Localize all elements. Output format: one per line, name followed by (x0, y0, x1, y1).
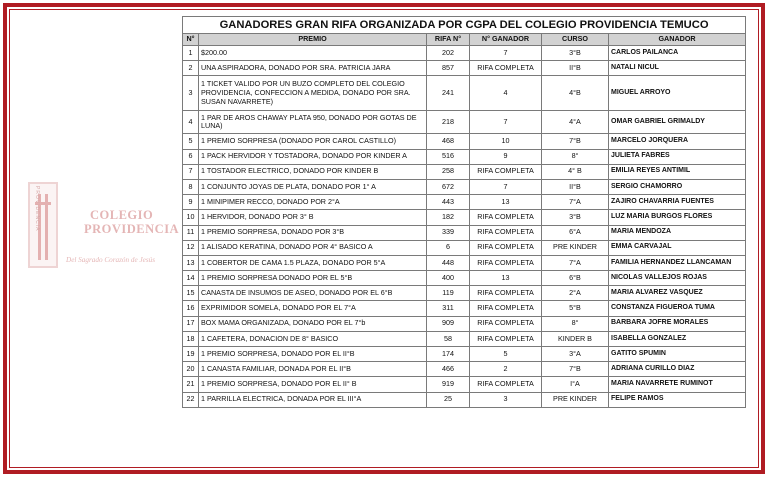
table-header-row (183, 34, 746, 46)
row-winning-number: RIFA COMPLETA (470, 301, 542, 316)
row-winning-number: 13 (470, 195, 542, 210)
row-winning-number: 10 (470, 134, 542, 149)
row-winner: EMMA CARVAJAL (609, 240, 746, 255)
table-row (183, 255, 746, 270)
row-winning-number: 3 (470, 392, 542, 407)
row-winner: BARBARA JOFRE MORALES (609, 316, 746, 331)
row-winning-number: 7 (470, 111, 542, 134)
row-prize: 1 PREMIO SORPRESA, DONADO POR EL II°B (199, 347, 427, 362)
row-winner: FELIPE RAMOS (609, 392, 746, 407)
row-winner: OMAR GABRIEL GRIMALDY (609, 111, 746, 134)
row-number: 4 (183, 111, 199, 134)
row-raffle-number: 182 (427, 210, 470, 225)
table-row (183, 362, 746, 377)
table-row (183, 111, 746, 134)
row-course: 8° (542, 149, 609, 164)
row-number: 20 (183, 362, 199, 377)
crest-icon (28, 182, 58, 268)
row-number: 19 (183, 347, 199, 362)
row-prize: $200.00 (199, 46, 427, 61)
row-course: 7°B (542, 134, 609, 149)
row-winning-number: RIFA COMPLETA (470, 164, 542, 179)
table-row (183, 225, 746, 240)
row-number: 9 (183, 195, 199, 210)
row-winning-number: RIFA COMPLETA (470, 240, 542, 255)
table-row (183, 331, 746, 346)
table-row (183, 61, 746, 76)
table-row (183, 392, 746, 407)
row-raffle-number: 448 (427, 255, 470, 270)
header-course: CURSO (542, 34, 609, 46)
row-course: 4°A (542, 111, 609, 134)
row-raffle-number: 174 (427, 347, 470, 362)
row-winning-number: 13 (470, 271, 542, 286)
logo-line-2: PROVIDENCIA (84, 222, 180, 236)
row-winning-number: RIFA COMPLETA (470, 331, 542, 346)
row-prize: 1 PREMIO SORPRESA, DONADO POR EL II° B (199, 377, 427, 392)
row-winning-number: 9 (470, 149, 542, 164)
row-winner: MIGUEL ARROYO (609, 76, 746, 111)
row-course: KINDER B (542, 331, 609, 346)
row-raffle-number: 909 (427, 316, 470, 331)
row-number: 16 (183, 301, 199, 316)
row-raffle-number: 258 (427, 164, 470, 179)
row-raffle-number: 400 (427, 271, 470, 286)
row-course: 4° B (542, 164, 609, 179)
row-winner: EMILIA REYES ANTIMIL (609, 164, 746, 179)
winners-table (182, 16, 746, 408)
row-number: 10 (183, 210, 199, 225)
row-winning-number: 4 (470, 76, 542, 111)
row-winner: ZAJIRO CHAVARRIA FUENTES (609, 195, 746, 210)
table-row (183, 179, 746, 194)
row-number: 15 (183, 286, 199, 301)
header-number: N° (183, 34, 199, 46)
row-raffle-number: 919 (427, 377, 470, 392)
row-winning-number: RIFA COMPLETA (470, 286, 542, 301)
row-winning-number: RIFA COMPLETA (470, 210, 542, 225)
row-winner: NATALI NICUL (609, 61, 746, 76)
row-number: 8 (183, 179, 199, 194)
row-winning-number: 7 (470, 46, 542, 61)
row-raffle-number: 466 (427, 362, 470, 377)
row-winner: FAMILIA HERNANDEZ LLANCAMAN (609, 255, 746, 270)
row-number: 2 (183, 61, 199, 76)
row-prize: BOX MAMA ORGANIZADA, DONADO POR EL 7°b (199, 316, 427, 331)
row-winning-number: RIFA COMPLETA (470, 316, 542, 331)
row-winner: MARCELO JORQUERA (609, 134, 746, 149)
row-prize: 1 HERVIDOR, DONADO POR 3° B (199, 210, 427, 225)
table-row (183, 76, 746, 111)
row-winner: CARLOS PAILANCA (609, 46, 746, 61)
header-winning-number: N° GANADOR (470, 34, 542, 46)
row-prize: EXPRIMIDOR SOMELA, DONADO POR EL 7°A (199, 301, 427, 316)
row-course: 6°A (542, 225, 609, 240)
row-course: 3°B (542, 46, 609, 61)
table-row (183, 149, 746, 164)
row-raffle-number: 202 (427, 46, 470, 61)
row-raffle-number: 339 (427, 225, 470, 240)
table-row (183, 210, 746, 225)
row-winner: GATITO SPUMIN (609, 347, 746, 362)
row-winning-number: RIFA COMPLETA (470, 377, 542, 392)
table-row (183, 240, 746, 255)
row-prize: 1 TICKET VALIDO POR UN BUZO COMPLETO DEL COLEGIO PROVIDENCIA, CONFECCION A MEDIDA, DONADO POR SRA. SUSAN NAVARRETE) (199, 76, 427, 111)
row-prize: CANASTA DE INSUMOS DE ASEO, DONADO POR EL 6°B (199, 286, 427, 301)
header-winner: GANADOR (609, 34, 746, 46)
table-row (183, 316, 746, 331)
row-number: 11 (183, 225, 199, 240)
row-number: 18 (183, 331, 199, 346)
row-winner: ISABELLA GONZALEZ (609, 331, 746, 346)
row-prize: UNA ASPIRADORA, DONADO POR SRA. PATRICIA JARA (199, 61, 427, 76)
logo-line-1: COLEGIO (90, 208, 154, 222)
row-prize: 1 TOSTADOR ELECTRICO, DONADO POR KINDER B (199, 164, 427, 179)
logo-vertical-text: PROVIDENCIA (34, 186, 40, 232)
row-course: PRE KINDER (542, 392, 609, 407)
row-prize: 1 CAFETERA, DONACION DE 8° BASICO (199, 331, 427, 346)
row-prize: 1 ALISADO KERATINA, DONADO POR 4° BASICO A (199, 240, 427, 255)
row-course: PRE KINDER (542, 240, 609, 255)
row-prize: 1 PREMIO SORPRESA DONADO POR EL 5°B (199, 271, 427, 286)
row-number: 17 (183, 316, 199, 331)
row-prize: 1 PARRILLA ELECTRICA, DONADA POR EL III°A (199, 392, 427, 407)
row-winning-number: RIFA COMPLETA (470, 225, 542, 240)
row-raffle-number: 241 (427, 76, 470, 111)
row-winner: JULIETA FABRES (609, 149, 746, 164)
school-logo (24, 180, 180, 270)
row-raffle-number: 25 (427, 392, 470, 407)
row-winning-number: 2 (470, 362, 542, 377)
table-body (183, 46, 746, 408)
row-winning-number: RIFA COMPLETA (470, 61, 542, 76)
row-raffle-number: 857 (427, 61, 470, 76)
row-prize: 1 CANASTA FAMILIAR, DONADA POR EL II°B (199, 362, 427, 377)
row-raffle-number: 6 (427, 240, 470, 255)
row-course: II°B (542, 61, 609, 76)
row-raffle-number: 516 (427, 149, 470, 164)
row-prize: 1 CONJUNTO JOYAS DE PLATA, DONADO POR 1° A (199, 179, 427, 194)
row-course: 3°A (542, 347, 609, 362)
row-winner: SERGIO CHAMORRO (609, 179, 746, 194)
row-prize: 1 PREMIO SORPRESA (DONADO POR CAROL CASTILLO) (199, 134, 427, 149)
row-number: 12 (183, 240, 199, 255)
row-raffle-number: 311 (427, 301, 470, 316)
table-row (183, 46, 746, 61)
row-number: 1 (183, 46, 199, 61)
row-raffle-number: 443 (427, 195, 470, 210)
row-winner: CONSTANZA FIGUEROA TUMA (609, 301, 746, 316)
table-row (183, 164, 746, 179)
table-row (183, 377, 746, 392)
row-course: II°B (542, 179, 609, 194)
row-course: 4°B (542, 76, 609, 111)
table-row (183, 347, 746, 362)
row-raffle-number: 672 (427, 179, 470, 194)
row-winner: ADRIANA CURILLO DIAZ (609, 362, 746, 377)
row-course: 7°B (542, 362, 609, 377)
header-prize: PREMIO (199, 34, 427, 46)
row-winner: MARIA ALVAREZ VASQUEZ (609, 286, 746, 301)
row-prize: 1 COBERTOR DE CAMA 1.5 PLAZA, DONADO POR 5°A (199, 255, 427, 270)
row-number: 13 (183, 255, 199, 270)
row-number: 5 (183, 134, 199, 149)
row-winner: NICOLAS VALLEJOS ROJAS (609, 271, 746, 286)
table-row (183, 195, 746, 210)
row-raffle-number: 218 (427, 111, 470, 134)
table-row (183, 301, 746, 316)
row-course: 7°A (542, 255, 609, 270)
row-course: 3°B (542, 210, 609, 225)
row-number: 21 (183, 377, 199, 392)
table-row (183, 271, 746, 286)
header-raffle-number: RIFA N° (427, 34, 470, 46)
row-raffle-number: 468 (427, 134, 470, 149)
table-row (183, 134, 746, 149)
row-course: 7°A (542, 195, 609, 210)
row-number: 22 (183, 392, 199, 407)
logo-motto: Del Sagrado Corazón de Jesús (66, 256, 156, 264)
row-prize: 1 MINIPIMER RECCO, DONADO POR 2°A (199, 195, 427, 210)
row-course: 8° (542, 316, 609, 331)
table-title: GANADORES GRAN RIFA ORGANIZADA POR CGPA DEL COLEGIO PROVIDENCIA TEMUCO (183, 17, 746, 34)
row-winner: LUZ MARIA BURGOS FLORES (609, 210, 746, 225)
row-number: 6 (183, 149, 199, 164)
row-winning-number: 7 (470, 179, 542, 194)
row-winning-number: 5 (470, 347, 542, 362)
row-winner: MARIA MENDOZA (609, 225, 746, 240)
row-number: 3 (183, 76, 199, 111)
row-number: 7 (183, 164, 199, 179)
table-row (183, 286, 746, 301)
row-raffle-number: 119 (427, 286, 470, 301)
row-course: 2°A (542, 286, 609, 301)
row-prize: 1 PREMIO SORPRESA, DONADO POR 3°B (199, 225, 427, 240)
row-winning-number: RIFA COMPLETA (470, 255, 542, 270)
row-course: I°A (542, 377, 609, 392)
row-course: 5°B (542, 301, 609, 316)
row-course: 6°B (542, 271, 609, 286)
row-raffle-number: 58 (427, 331, 470, 346)
row-number: 14 (183, 271, 199, 286)
row-prize: 1 PAR DE AROS CHAWAY PLATA 950, DONADO POR GOTAS DE LUNA) (199, 111, 427, 134)
row-winner: MARIA NAVARRETE RUMINOT (609, 377, 746, 392)
row-prize: 1 PACK HERVIDOR Y TOSTADORA, DONADO POR KINDER A (199, 149, 427, 164)
